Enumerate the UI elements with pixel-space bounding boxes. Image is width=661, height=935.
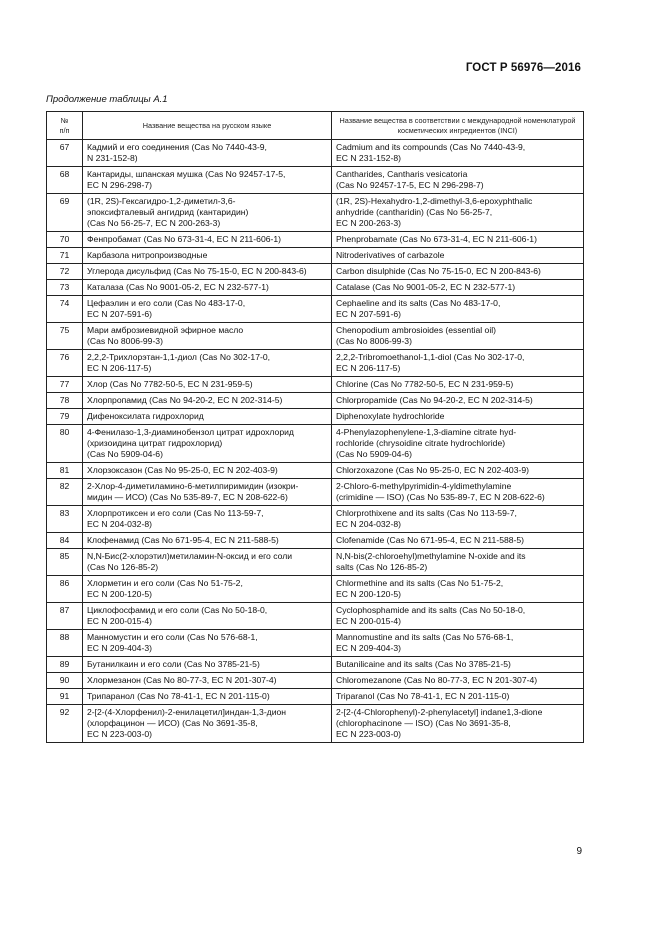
- row-number: 91: [47, 689, 83, 705]
- table-row: [47, 296, 584, 323]
- row-inci-name: Butanilicaine and its salts (Cas No 3785-21-5): [332, 657, 584, 673]
- row-russian-name: Трипаранол (Cas No 78-41-1, EC N 201-115-0): [83, 689, 332, 705]
- page-number: 9: [576, 846, 582, 857]
- row-number: 68: [47, 167, 83, 194]
- row-inci-name: Chlorzoxazone (Cas No 95-25-0, EC N 202-403-9): [332, 463, 584, 479]
- row-number: 84: [47, 533, 83, 549]
- row-inci-name: Cyclophosphamide and its salts (Cas No 50-18-0, EC N 200-015-4): [332, 603, 584, 630]
- row-number: 82: [47, 479, 83, 506]
- row-russian-name: Хлорпропамид (Cas No 94-20-2, EC N 202-314-5): [83, 393, 332, 409]
- table-row: [47, 549, 584, 576]
- table-row: [47, 506, 584, 533]
- table-row: [47, 393, 584, 409]
- row-number: 87: [47, 603, 83, 630]
- row-number: 83: [47, 506, 83, 533]
- row-inci-name: Nitroderivatives of carbazole: [332, 248, 584, 264]
- row-inci-name: Cantharides, Cantharis vesicatoria (Cas No 92457-17-5, EC N 296-298-7): [332, 167, 584, 194]
- table-header-row: [47, 112, 584, 140]
- row-number: 85: [47, 549, 83, 576]
- row-inci-name: Clofenamide (Cas No 671-95-4, EC N 211-588-5): [332, 533, 584, 549]
- document-code: ГОСТ Р 56976—2016: [465, 62, 581, 74]
- row-inci-name: Chlorpropamide (Cas No 94-20-2, EC N 202-314-5): [332, 393, 584, 409]
- row-number: 70: [47, 232, 83, 248]
- row-russian-name: Углерода дисульфид (Cas No 75-15-0, EC N 200-843-6): [83, 264, 332, 280]
- row-russian-name: Хлор (Cas No 7782-50-5, EC N 231-959-5): [83, 377, 332, 393]
- row-russian-name: 4-Фенилазо-1,3-диаминобензол цитрат идрохлорид (хризоидина цитрат гидрохлорид) (Cas No 5909-04-6): [83, 425, 332, 463]
- row-number: 69: [47, 194, 83, 232]
- row-number: 81: [47, 463, 83, 479]
- row-inci-name: Cephaeline and its salts (Cas No 483-17-0, EC N 207-591-6): [332, 296, 584, 323]
- row-inci-name: 2,2,2-Tribromoethanol-1,1-diol (Cas No 302-17-0, EC N 206-117-5): [332, 350, 584, 377]
- row-number: 71: [47, 248, 83, 264]
- row-russian-name: N,N-Бис(2-хлорэтил)метиламин-N-оксид и его соли (Cas No 126-85-2): [83, 549, 332, 576]
- table-row: [47, 323, 584, 350]
- row-number: 86: [47, 576, 83, 603]
- table-row: [47, 533, 584, 549]
- row-number: 75: [47, 323, 83, 350]
- table-row: [47, 630, 584, 657]
- row-russian-name: Цефаэлин и его соли (Cas No 483-17-0, EC N 207-591-6): [83, 296, 332, 323]
- table-row: [47, 425, 584, 463]
- table-row: [47, 280, 584, 296]
- row-inci-name: Carbon disulphide (Cas No 75-15-0, EC N 200-843-6): [332, 264, 584, 280]
- row-number: 88: [47, 630, 83, 657]
- row-number: 67: [47, 140, 83, 167]
- row-inci-name: Chlorprothixene and its salts (Cas No 113-59-7, EC N 204-032-8): [332, 506, 584, 533]
- row-number: 74: [47, 296, 83, 323]
- table-row: [47, 603, 584, 630]
- row-number: 79: [47, 409, 83, 425]
- table-row: [47, 705, 584, 743]
- row-russian-name: Кантариды, шпанская мушка (Cas No 92457-17-5, EC N 296-298-7): [83, 167, 332, 194]
- table-row: [47, 673, 584, 689]
- row-inci-name: Chenopodium ambrosioides (essential oil) (Cas No 8006-99-3): [332, 323, 584, 350]
- row-russian-name: Циклофосфамид и его соли (Cas No 50-18-0, EC N 200-015-4): [83, 603, 332, 630]
- table-row: [47, 463, 584, 479]
- row-number: 73: [47, 280, 83, 296]
- row-russian-name: Хлорпротиксен и его соли (Cas No 113-59-7, EC N 204-032-8): [83, 506, 332, 533]
- row-russian-name: Фенпробамат (Cas No 673-31-4, EC N 211-606-1): [83, 232, 332, 248]
- row-number: 76: [47, 350, 83, 377]
- row-number: 77: [47, 377, 83, 393]
- row-inci-name: Chlormethine and its salts (Cas No 51-75-2, EC N 200-120-5): [332, 576, 584, 603]
- row-russian-name: Бутанилкаин и его соли (Cas No 3785-21-5): [83, 657, 332, 673]
- row-russian-name: Кадмий и его соединения (Cas No 7440-43-9, N 231-152-8): [83, 140, 332, 167]
- table-row: [47, 167, 584, 194]
- row-russian-name: Клофенамид (Cas No 671-95-4, EC N 211-588-5): [83, 533, 332, 549]
- row-russian-name: Мари амброзиевидной эфирное масло (Cas No 8006-99-3): [83, 323, 332, 350]
- row-inci-name: (1R, 2S)-Hexahydro-1,2-dimethyl-3,6-epoxyphthalic anhydride (cantharidin) (Cas No 56-25-7, EC N 200-263-3): [332, 194, 584, 232]
- row-russian-name: Хлорзоксазон (Cas No 95-25-0, EC N 202-403-9): [83, 463, 332, 479]
- table-row: [47, 232, 584, 248]
- row-inci-name: Catalase (Cas No 9001-05-2, EC N 232-577-1): [332, 280, 584, 296]
- row-russian-name: 2,2,2-Трихлорэтан-1,1-диол (Cas No 302-17-0, EC N 206-117-5): [83, 350, 332, 377]
- row-russian-name: Хлорметин и его соли (Cas No 51-75-2, EC N 200-120-5): [83, 576, 332, 603]
- row-inci-name: 2-[2-(4-Chlorophenyl)-2-phenylacetyl] indane1,3-dione (chlorophacinone — ISO) (Cas No 3691-35-8, EC N 223-003-0): [332, 705, 584, 743]
- table-row: [47, 657, 584, 673]
- row-inci-name: N,N-bis(2-chloroehyl)methylamine N-oxide and its salts (Cas No 126-85-2): [332, 549, 584, 576]
- row-inci-name: 4-Phenylazophenylene-1,3-diamine citrate hyd- rochloride (chrysoidine citrate hydrochloride) (Cas No 5909-04-6): [332, 425, 584, 463]
- header-number: № п/п: [47, 112, 83, 140]
- row-inci-name: Mannomustine and its salts (Cas No 576-68-1, EC N 209-404-3): [332, 630, 584, 657]
- table-row: [47, 479, 584, 506]
- row-russian-name: 2-Хлор-4-диметиламино-6-метилпиримидин (изокри- мидин — ИСО) (Cas No 535-89-7, EC N 208-622-6): [83, 479, 332, 506]
- header-russian-name: Название вещества на русском языке: [83, 112, 332, 140]
- table-row: [47, 140, 584, 167]
- header-inci-name: Название вещества в соответствии с международной номенклатурой косметических ингредиентов (INCI): [332, 112, 584, 140]
- table-row: [47, 248, 584, 264]
- row-russian-name: Каталаза (Cas No 9001-05-2, EC N 232-577-1): [83, 280, 332, 296]
- row-inci-name: Chlorine (Cas No 7782-50-5, EC N 231-959-5): [332, 377, 584, 393]
- row-russian-name: Дифеноксилата гидрохлорид: [83, 409, 332, 425]
- row-russian-name: Манномустин и его соли (Cas No 576-68-1, EC N 209-404-3): [83, 630, 332, 657]
- row-russian-name: Карбазола нитропроизводные: [83, 248, 332, 264]
- row-inci-name: Chloromezanone (Cas No 80-77-3, EC N 201-307-4): [332, 673, 584, 689]
- row-inci-name: 2-Chloro-6-methylpyrimidin-4-yldimethylamine (crimidine — ISO) (Cas No 535-89-7, EC N 208-622-6): [332, 479, 584, 506]
- row-russian-name: Хлормезанон (Cas No 80-77-3, EC N 201-307-4): [83, 673, 332, 689]
- row-number: 80: [47, 425, 83, 463]
- row-number: 89: [47, 657, 83, 673]
- substances-table: [46, 111, 584, 743]
- row-russian-name: 2-[2-(4-Хлорфенил)-2-енилацетил]индан-1,3-дион (хлорфацинон — ИСО) (Cas No 3691-35-8, EC N 223-003-0): [83, 705, 332, 743]
- row-inci-name: Diphenoxylate hydrochloride: [332, 409, 584, 425]
- row-russian-name: (1R, 2S)-Гексагидро-1,2-диметил-3,6- эпоксифталевый ангидрид (кантаридин) (Cas No 56-25-7, EC N 200-263-3): [83, 194, 332, 232]
- row-number: 72: [47, 264, 83, 280]
- table-row: [47, 350, 584, 377]
- table-caption: Продолжение таблицы А.1: [46, 94, 168, 105]
- table-row: [47, 377, 584, 393]
- table-row: [47, 409, 584, 425]
- table-row: [47, 689, 584, 705]
- row-number: 78: [47, 393, 83, 409]
- table-row: [47, 576, 584, 603]
- row-inci-name: Triparanol (Cas No 78-41-1, EC N 201-115-0): [332, 689, 584, 705]
- row-inci-name: Phenprobamate (Cas No 673-31-4, EC N 211-606-1): [332, 232, 584, 248]
- table-row: [47, 264, 584, 280]
- row-number: 92: [47, 705, 83, 743]
- row-number: 90: [47, 673, 83, 689]
- row-inci-name: Cadmium and its compounds (Cas No 7440-43-9, EC N 231-152-8): [332, 140, 584, 167]
- table-row: [47, 194, 584, 232]
